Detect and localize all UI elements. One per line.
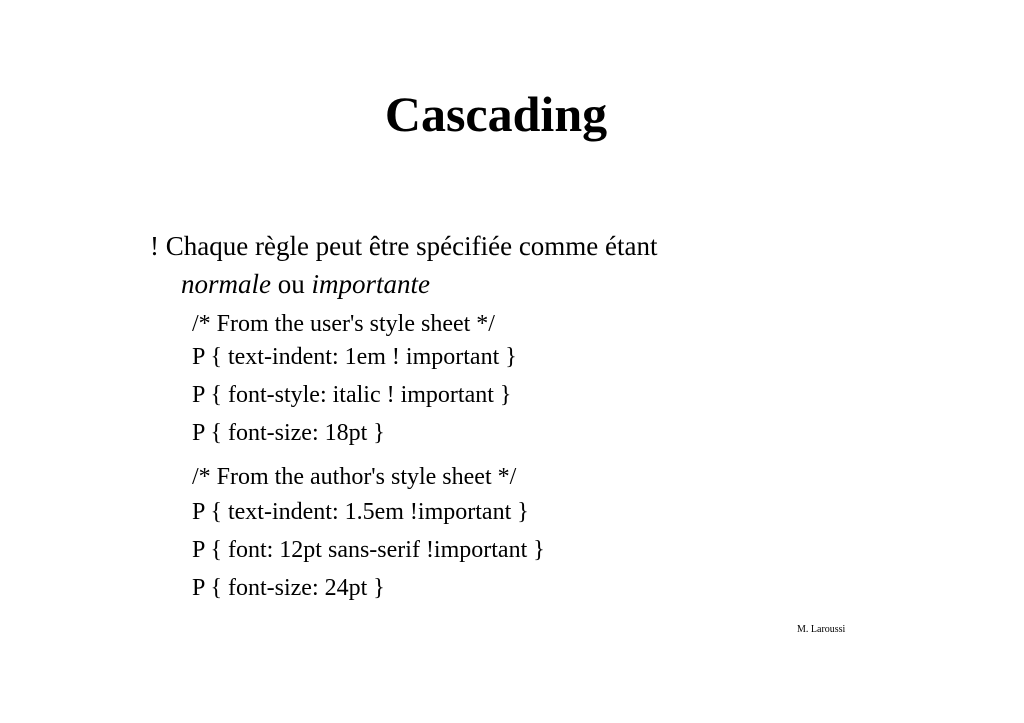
- term-important: importante: [311, 269, 430, 299]
- user-rule: P { text-indent: 1em ! important }: [192, 344, 517, 370]
- bullet-marker: !: [150, 231, 159, 261]
- user-comment: /* From the user's style sheet */: [192, 311, 495, 337]
- conjunction: ou: [277, 269, 305, 299]
- bullet-line-2: [181, 268, 430, 300]
- bullet-line-1: [150, 230, 658, 262]
- author-rule: P { text-indent: 1.5em !important }: [192, 499, 529, 525]
- author-rule: P { font: 12pt sans-serif !important }: [192, 537, 545, 563]
- user-rule: P { font-style: italic ! important }: [192, 382, 512, 408]
- bullet-text: Chaque règle peut être spécifiée comme étant: [165, 231, 658, 261]
- footer-author: M. Laroussi: [797, 624, 846, 635]
- term-normal: normale: [181, 269, 271, 299]
- slide-title: Cascading: [384, 86, 608, 142]
- author-comment: /* From the author's style sheet */: [192, 464, 517, 490]
- user-rule: P { font-size: 18pt }: [192, 420, 385, 446]
- author-rule: P { font-size: 24pt }: [192, 575, 385, 601]
